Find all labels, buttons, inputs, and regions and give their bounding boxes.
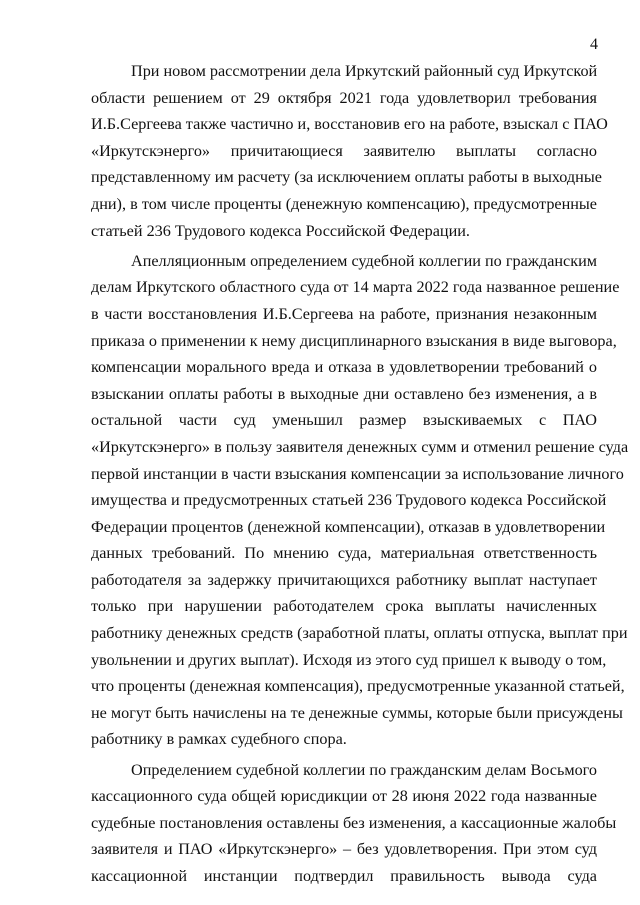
text-line: «Иркутскэнерго» в пользу заявителя денежных сумм и отменил решение суда: [91, 437, 629, 456]
text-line: Федерации процентов (денежной компенсации), отказав в удовлетворении: [91, 517, 606, 536]
page-number: 4: [590, 36, 598, 53]
text-line: И.Б.Сергеева также частично и, восстановив его на работе, взыскал с ПАО: [91, 115, 608, 134]
text-line: остальной части суд уменьшил размер взыскиваемых с ПАО: [91, 411, 597, 430]
text-line: «Иркутскэнерго» причитающиеся заявителю выплаты согласно: [91, 141, 597, 160]
text-line: кассационной инстанции подтвердил правильность вывода суда: [91, 867, 597, 885]
text-line: Апелляционным определением судебной коллегии по гражданским: [131, 251, 597, 270]
text-line: не могут быть начислены на те денежные суммы, которые были присуждены: [91, 703, 623, 722]
text-line: в части восстановления И.Б.Сергеева на работе, признания незаконным: [91, 304, 597, 323]
text-line: что проценты (денежная компенсация), предусмотренные указанной статьей,: [91, 677, 625, 696]
text-line: делам Иркутского областного суда от 14 марта 2022 года названное решение: [91, 278, 620, 297]
paragraph-2: [91, 248, 629, 753]
text-line: данных требований. По мнению суда, материальная ответственность: [91, 544, 597, 563]
text-line: работодателя за задержку причитающихся работнику выплат наступает: [91, 570, 597, 589]
text-line: работнику денежных средств (заработной платы, оплаты отпуска, выплат при: [91, 624, 628, 643]
document-body: [91, 58, 629, 890]
paragraph-1: [91, 58, 608, 244]
text-line: работнику в рамках судебного спора.: [91, 730, 347, 749]
text-line: компенсации морального вреда и отказа в удовлетворении требований о: [91, 358, 597, 377]
text-line: судебные постановления оставлены без изменения, а кассационные жалобы: [91, 813, 617, 832]
text-line: Определением судебной коллегии по гражданским делам Восьмого: [131, 760, 597, 779]
text-line: дни), в том числе проценты (денежную компенсацию), предусмотренные: [91, 194, 597, 213]
text-line: только при нарушении работодателем срока выплаты начисленных: [91, 597, 597, 616]
text-line: заявителя и ПАО «Иркутскэнерго» – без удовлетворения. При этом суд: [91, 840, 597, 859]
text-line: имущества и предусмотренных статьей 236 Трудового кодекса Российской: [91, 491, 607, 510]
text-line: представленному им расчету (за исключением оплаты работы в выходные: [91, 168, 602, 187]
text-line: первой инстанции в части взыскания компенсации за использование личного: [91, 464, 624, 483]
text-line: взыскании оплаты работы в выходные дни оставлено без изменения, а в: [91, 384, 597, 403]
text-line: приказа о применении к нему дисциплинарного взыскания в виде выговора,: [91, 331, 617, 350]
text-line: области решением от 29 октября 2021 года удовлетворил требования: [91, 88, 597, 107]
text-line: увольнении и других выплат). Исходя из этого суд пришел к выводу о том,: [91, 650, 607, 669]
paragraph-3: [91, 757, 617, 890]
text-line: кассационного суда общей юрисдикции от 28 июня 2022 года названные: [91, 787, 597, 806]
text-line: При новом рассмотрении дела Иркутский районный суд Иркутской: [131, 62, 598, 80]
text-line: статьей 236 Трудового кодекса Российской Федерации.: [91, 221, 470, 240]
